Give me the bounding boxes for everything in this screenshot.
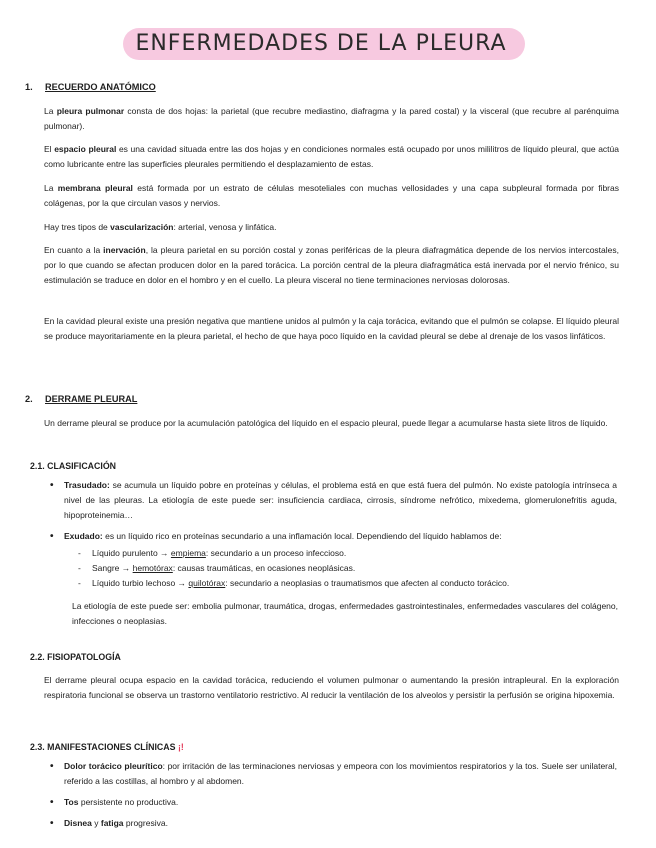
bullet-icon: • [50,531,54,542]
paragraph-membrana-pleural: La membrana pleural está formada por un estrato de células mesoteliales con muchas vellosidades y una capa subpleural formada por fibras colágenas, por la que circulan vasos y nervios. [44,183,619,208]
paragraph-espacio-pleural: El espacio pleural es una cavidad situada entre las dos hojas y en condiciones normales está ocupado por unos mililitros de líquido pleural, que actúa como lubricante entre las superficies pleurales permitiendo el desplazamiento de estas. [44,144,619,169]
paragraph-inervacion: En cuanto a la inervación, la pleura parietal en su porción costal y zonas periféricas de la pleura diafragmática depende de los nervios intercostales, por lo que cuando se afectan producen dolor en la pared torácica. La porción central de la pleura diafragmática está inervada por el nervio frénico, su estimulación se traduce en dolor en el hombro y en el cuello. La pleura visceral no tiene terminaciones nerviosas dolorosas. [44,245,619,285]
bullet-icon: • [50,818,54,829]
paragraph-etiologia-exudado: La etiología de este puede ser: embolia pulmonar, traumática, drogas, enfermedades gastrointestinales, enfermedades vasculares del colágeno, infecciones o neoplasias. [72,601,618,626]
list-item-trasudado: • Trasudado: se acumula un líquido pobre en proteínas y células, el problema está en que está fuera del pulmón. No existe patología intrínseca a nivel de las pleuras. La etiología de este puede ser: insuficiencia cardiaca, cirrosis, síndrome nefrótico, mixedema, glomerulonefritis aguda, hipoproteinemia… [50,480,617,520]
paragraph-vascularizacion: Hay tres tipos de vascularización: arterial, venosa y linfática. [44,222,277,232]
dash-item-hemotorax: - Sangre → hemotórax: causas traumáticas, en ocasiones neoplásicas. [92,561,612,576]
paragraph-presion-negativa: En la cavidad pleural existe una presión negativa que mantiene unidos al pulmón y la caja torácica, evitando que el pulmón se colapse. El líquido pleural se produce mayoritariamente en la pleura parietal, el hecho de que haya poco líquido en la cavidad pleural se debe al drenaje de los vasos linfáticos. [44,316,619,341]
dash-icon: - [78,578,81,588]
paragraph-pleura-pulmonar: La pleura pulmonar consta de dos hojas: la parietal (que recubre mediastino, diafragma y la pared costal) y la visceral (que recubre al parénquima pulmonar). [44,106,620,131]
list-item-exudado: • Exudado: es un líquido rico en proteínas secundario a una inflamación local. Dependiendo del líquido hablamos de: [50,531,502,542]
list-item-tos: • Tos persistente no productiva. [50,797,179,808]
subheading-fisiopatologia: 2.2. FISIOPATOLOGÍA [30,652,121,662]
dash-item-quilotorax: - Líquido turbio lechoso → quilotórax: secundario a neoplasias o traumatismos que afecten al conducto torácico. [92,576,612,591]
subheading-manifestaciones: 2.3. MANIFESTACIONES CLÍNICAS ¡! [30,742,184,752]
bullet-icon: • [50,480,54,491]
alert-mark: ¡! [177,742,184,752]
page-title: ENFERMEDADES DE LA PLEURA [123,28,524,60]
title-banner [0,28,656,60]
subheading-clasificacion: 2.1. CLASIFICACIÓN [30,461,117,471]
paragraph-fisiopatologia: El derrame pleural ocupa espacio en la cavidad torácica, reduciendo el volumen pulmonar o aumentando la presión intrapleural. En la exploración respiratoria funcional se observa un trastorno ventilatorio restrictivo. Al reducir la ventilación de los alveolos y persistir la perfusión se origina hipoxemia. [44,675,619,700]
bullet-icon: • [50,797,54,808]
section-heading-derrame: 2. DERRAME PLEURAL [25,394,138,404]
bullet-icon: • [50,761,54,772]
section-heading-recuerdo: 1. RECUERDO ANATÓMICO [25,82,156,92]
dash-icon: - [78,548,81,558]
dash-item-empiema: - Líquido purulento → empiema: secundario a un proceso infeccioso. [92,546,612,561]
list-item-disnea: • Disnea y fatiga progresiva. [50,818,168,829]
dash-icon: - [78,563,81,573]
list-item-dolor-toracico: • Dolor torácico pleurítico: por irritación de las terminaciones nerviosas y empeora con los movimientos respiratorios y la tos. Suele ser unilateral, referido a las costillas, al hombro y al abdomen. [50,761,617,786]
paragraph-derrame-intro: Un derrame pleural se produce por la acumulación patológica del líquido en el espacio pleural, puede llegar a acumularse hasta siete litros de líquido. [44,418,608,428]
